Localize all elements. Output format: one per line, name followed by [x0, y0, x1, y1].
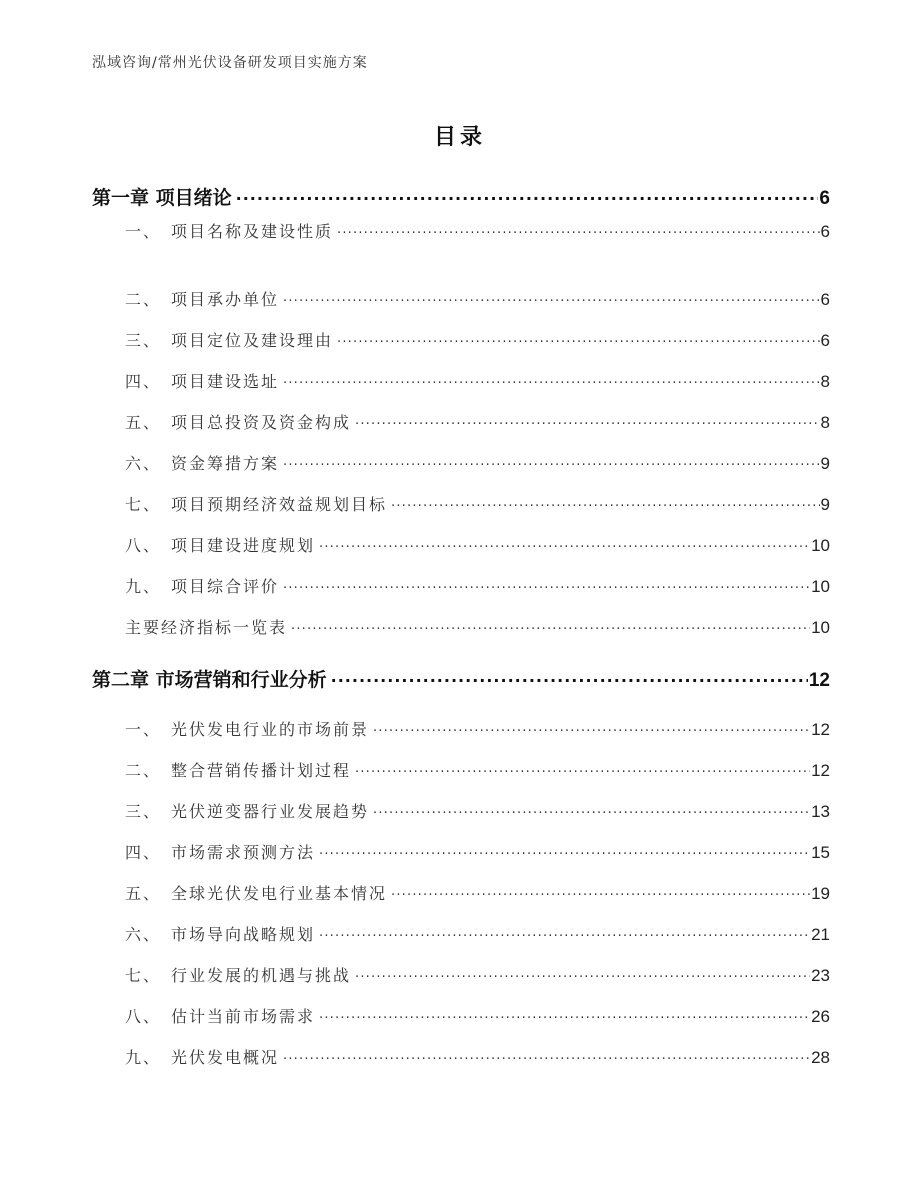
toc-entry[interactable] [125, 451, 830, 474]
toc-entry-label: 行业发展的机遇与挑战 [171, 966, 352, 985]
leader-dots [283, 1047, 810, 1063]
toc-page-number: 10 [811, 536, 830, 555]
toc-entry[interactable] [125, 369, 830, 392]
toc-page-number: 19 [811, 884, 830, 903]
toc-entry[interactable] [125, 410, 830, 433]
toc-entry-number: 七、 [125, 495, 162, 514]
toc-page-number: 23 [811, 966, 830, 985]
leader-dots [391, 494, 820, 510]
toc-entry[interactable] [125, 533, 830, 556]
toc-entry-number: 五、 [125, 884, 162, 903]
leader-dots [283, 289, 820, 305]
toc-entry-label: 项目综合评价 [171, 577, 280, 596]
toc-entry[interactable] [125, 615, 830, 638]
toc-entry-number: 九、 [125, 1048, 162, 1067]
leader-dots [373, 719, 810, 735]
leader-dots [355, 760, 810, 776]
toc-entry-label: 项目预期经济效益规划目标 [171, 495, 388, 514]
toc-page-number: 6 [819, 188, 830, 209]
leader-dots [355, 965, 810, 981]
toc-title: 目录 [433, 125, 486, 150]
leader-dots [319, 535, 810, 551]
toc-entry-number: 二、 [125, 761, 162, 780]
toc-entry[interactable] [125, 963, 830, 986]
toc-entry-number: 四、 [125, 372, 162, 391]
leader-dots [236, 185, 819, 204]
toc-entry-number: 八、 [125, 536, 162, 555]
toc-entry-number: 七、 [125, 966, 162, 985]
toc-page-number: 6 [820, 290, 830, 309]
toc-page-number: 15 [811, 843, 830, 862]
toc-chapter-1[interactable] [92, 183, 830, 210]
toc-chapter-2[interactable] [92, 665, 830, 692]
toc-entry-number: 一、 [125, 720, 162, 739]
toc-page-number: 8 [820, 413, 830, 432]
toc-page-number: 26 [811, 1007, 830, 1026]
toc-entry-label: 项目名称及建设性质 [171, 222, 334, 241]
toc-page-number: 6 [820, 331, 830, 350]
toc-entry-label: 市场需求预测方法 [171, 843, 316, 862]
toc-page-number: 12 [811, 761, 830, 780]
toc-chapter-label: 第一章 项目绪论 [92, 187, 232, 209]
toc-entry[interactable] [125, 287, 830, 310]
toc-page-number: 8 [820, 372, 830, 391]
toc-entry-label: 市场导向战略规划 [171, 925, 316, 944]
leader-dots [283, 371, 820, 387]
toc-entry[interactable] [125, 219, 830, 242]
toc-entry-number: 六、 [125, 925, 162, 944]
leader-dots [337, 221, 820, 237]
leader-dots [331, 667, 808, 686]
toc-entry-label: 光伏发电行业的市场前景 [171, 720, 370, 739]
toc-entry-label: 项目定位及建设理由 [171, 331, 334, 350]
toc-page-number: 6 [820, 222, 830, 241]
toc-entry-label: 整合营销传播计划过程 [171, 761, 352, 780]
toc-entry-label: 项目承办单位 [171, 290, 280, 309]
toc-entry-number: 三、 [125, 331, 162, 350]
toc-entry[interactable] [125, 574, 830, 597]
toc-page-number: 9 [820, 495, 830, 514]
toc-entry-label: 主要经济指标一览表 [125, 618, 288, 637]
toc-page-number: 12 [808, 670, 830, 691]
toc-entry-number: 五、 [125, 413, 162, 432]
toc-entry-number: 八、 [125, 1007, 162, 1026]
toc-entry-number: 四、 [125, 843, 162, 862]
toc-entry[interactable] [125, 1045, 830, 1068]
toc-page-number: 21 [811, 925, 830, 944]
toc-page-number: 12 [811, 720, 830, 739]
toc-entry-number: 三、 [125, 802, 162, 821]
toc-entry[interactable] [125, 840, 830, 863]
toc-page-number: 10 [811, 618, 830, 637]
leader-dots [355, 412, 820, 428]
toc-entry[interactable] [125, 758, 830, 781]
toc-entry-number: 六、 [125, 454, 162, 473]
leader-dots [283, 453, 820, 469]
toc-entry-label: 项目总投资及资金构成 [171, 413, 352, 432]
toc-page-number: 13 [811, 802, 830, 821]
toc-entry-number: 一、 [125, 222, 162, 241]
toc-entry[interactable] [125, 799, 830, 822]
leader-dots [373, 801, 810, 817]
leader-dots [337, 330, 820, 346]
running-header: 泓域咨询/常州光伏设备研发项目实施方案 [92, 55, 368, 71]
toc-entry-label: 全球光伏发电行业基本情况 [171, 884, 388, 903]
toc-entry-label: 项目建设选址 [171, 372, 280, 391]
leader-dots [319, 842, 810, 858]
leader-dots [291, 617, 810, 633]
toc-page-number: 28 [811, 1048, 830, 1067]
toc-entry[interactable] [125, 492, 830, 515]
toc-entry[interactable] [125, 1004, 830, 1027]
toc-entry-label: 资金筹措方案 [171, 454, 280, 473]
toc-page-number: 9 [820, 454, 830, 473]
toc-entry-label: 光伏逆变器行业发展趋势 [171, 802, 370, 821]
leader-dots [319, 1006, 810, 1022]
toc-entry[interactable] [125, 881, 830, 904]
toc-entry-label: 项目建设进度规划 [171, 536, 316, 555]
toc-chapter-label: 第二章 市场营销和行业分析 [92, 669, 327, 691]
toc-entry[interactable] [125, 922, 830, 945]
leader-dots [319, 924, 810, 940]
toc-entry-label: 光伏发电概况 [171, 1048, 280, 1067]
leader-dots [391, 883, 810, 899]
toc-page-number: 10 [811, 577, 830, 596]
toc-entry[interactable] [125, 328, 830, 351]
toc-entry-number: 二、 [125, 290, 162, 309]
toc-entry[interactable] [125, 717, 830, 740]
toc-entry-number: 九、 [125, 577, 162, 596]
leader-dots [283, 576, 810, 592]
toc-entry-label: 估计当前市场需求 [171, 1007, 316, 1026]
